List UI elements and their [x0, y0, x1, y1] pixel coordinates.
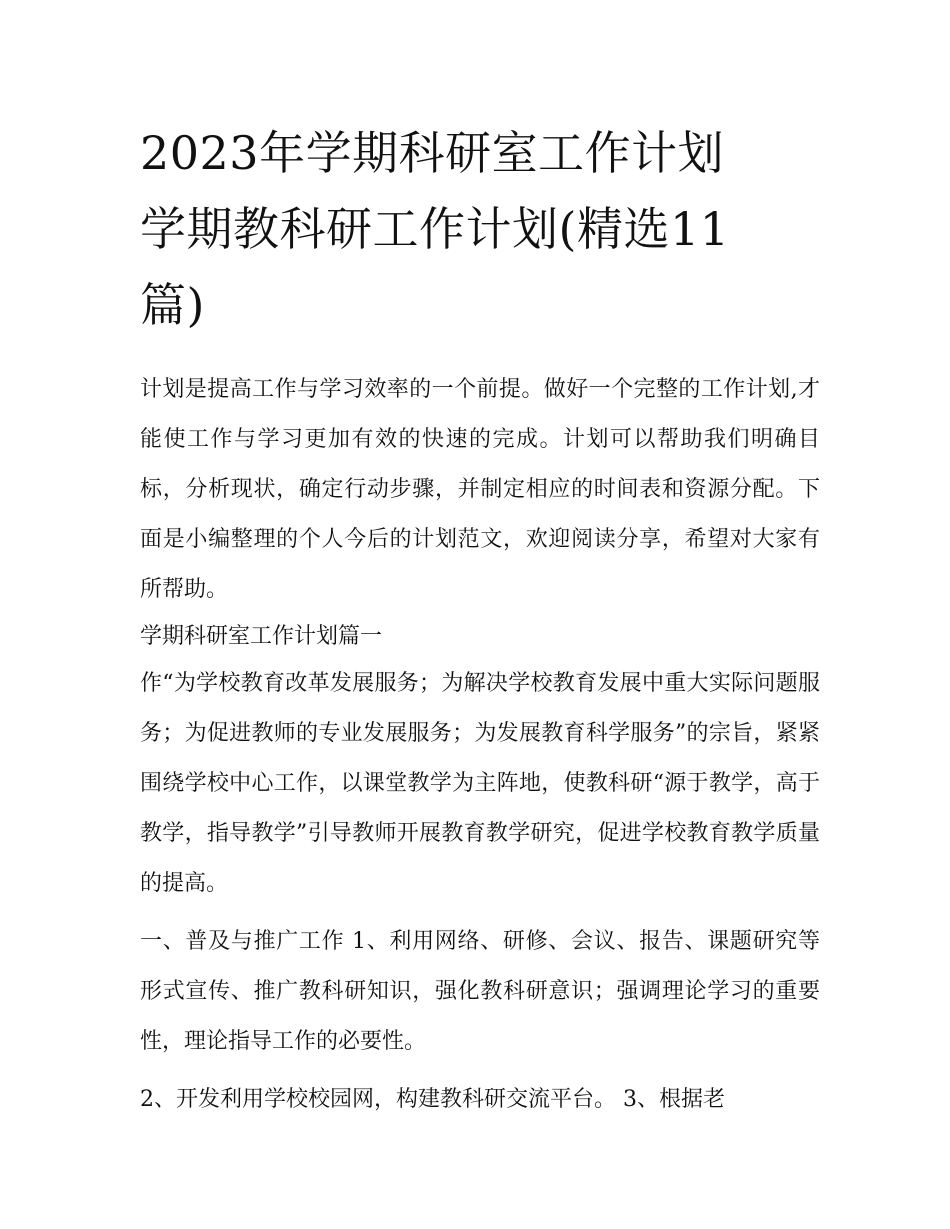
document-page [140, 115, 820, 1125]
body-paragraph-3: 2、开发利用学校校园网，构建教科研交流平台。 3、根据老 [140, 1087, 725, 1112]
body-paragraph-1: 作“为学校教育改革发展服务；为解决学校教育发展中重大实际问题服务；为促进教师的专业发展服务；为发展教育科学服务”的宗旨，紧紧围绕学校中心工作，以课堂教学为主阵地，使教科研“源于教学，高于教学，指导教学”引导教师开展教育教学研究，促进学校教育教学质量的提高。 [140, 671, 820, 896]
document-title [140, 115, 820, 343]
body-paragraph-2: 一、普及与推广工作 1、利用网络、研修、会议、报告、课题研究等形式宣传、推广教科研知识，强化教科研意识；强调理论学习的重要性，理论指导工作的必要性。 [140, 929, 820, 1054]
section-heading: 学期科研室工作计划篇一 [140, 624, 383, 649]
document-body [140, 365, 820, 1125]
title-line-2: 学期教科研工作计划(精选11 [140, 202, 730, 256]
intro-paragraph: 计划是提高工作与学习效率的一个前提。做好一个完整的工作计划,才能使工作与学习更加有效的快速的完成。计划可以帮助我们明确目标，分析现状，确定行动步骤，并制定相应的时间表和资源分配。下面是小编整理的个人今后的计划范文，欢迎阅读分享，希望对大家有所帮助。 [140, 377, 820, 602]
title-line-1: 2023年学期科研室工作计划 [140, 126, 725, 180]
title-line-3: 篇) [140, 278, 205, 332]
